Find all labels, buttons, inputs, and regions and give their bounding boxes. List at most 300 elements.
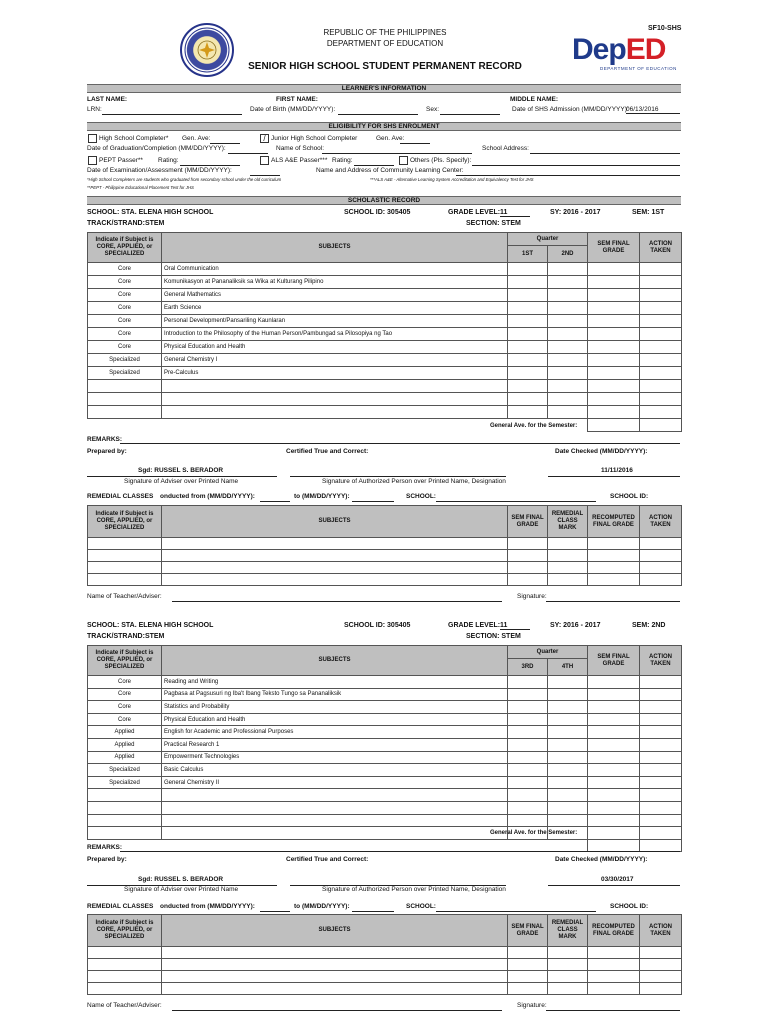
quarter-a-grade-cell[interactable] [508, 393, 548, 406]
sem-final-grade-cell[interactable] [588, 789, 640, 802]
quarter-a-grade-cell[interactable] [508, 738, 548, 751]
rem-indicate-header: Indicate if Subject is CORE, APPLIED, or SPECIALIZED [88, 915, 162, 947]
remedial-cell[interactable] [162, 971, 508, 983]
sem2-rem-school-label: SCHOOL: [406, 903, 436, 910]
sem2-teacher-label: Name of Teacher/Adviser: [87, 1002, 162, 1009]
subject-type: Core [88, 713, 162, 726]
q2-header: 2ND [548, 246, 588, 263]
table-row [88, 328, 682, 341]
rem-recomputed-header: RECOMPUTED FINAL GRADE [588, 915, 640, 947]
remedial-row [88, 574, 682, 586]
sem-final-grade-cell[interactable] [588, 688, 640, 701]
table-row [88, 393, 682, 406]
action-header: ACTION TAKEN [640, 646, 682, 676]
action-taken-cell[interactable] [640, 289, 682, 302]
table-row [88, 406, 682, 419]
pept-checkbox[interactable] [88, 156, 97, 165]
remedial-cell[interactable] [548, 550, 588, 562]
remedial-cell[interactable] [588, 947, 640, 959]
quarter-b-grade-cell[interactable] [548, 276, 588, 289]
remedial-cell[interactable] [640, 947, 682, 959]
action-taken-cell[interactable] [640, 406, 682, 419]
logo-subtitle: DEPARTMENT OF EDUCATION [600, 66, 677, 71]
quarter-b-grade-cell[interactable] [548, 688, 588, 701]
sem1-remedial-label: REMEDIAL CLASSES [87, 493, 154, 500]
action-taken-cell[interactable] [640, 751, 682, 764]
sem1-date-line [548, 476, 680, 477]
jhs-completer-label: Junior High School Completer [271, 135, 358, 142]
dob-label: Date of Birth (MM/DD/YYYY): [250, 106, 336, 113]
table-row [88, 367, 682, 380]
action-taken-cell[interactable] [640, 341, 682, 354]
q3-header: 3RD [508, 659, 548, 676]
quarter-b-grade-cell[interactable] [548, 701, 588, 714]
action-taken-cell[interactable] [640, 276, 682, 289]
action-taken-cell[interactable] [640, 713, 682, 726]
action-taken-cell[interactable] [640, 827, 682, 840]
table-row [88, 276, 682, 289]
quarter-b-grade-cell[interactable] [548, 289, 588, 302]
sem-final-grade-cell[interactable] [588, 738, 640, 751]
sem-final-grade-cell[interactable] [588, 751, 640, 764]
subject-type: Core [88, 676, 162, 689]
remedial-row [88, 983, 682, 995]
others-checkbox[interactable] [399, 156, 408, 165]
sem1-sem: SEM: 1ST [632, 209, 665, 216]
table-row [88, 738, 682, 751]
name-school-field[interactable] [322, 153, 472, 154]
action-taken-cell[interactable] [640, 801, 682, 814]
quarter-a-grade-cell[interactable] [508, 751, 548, 764]
remedial-cell[interactable] [588, 562, 640, 574]
remedial-cell[interactable] [548, 959, 588, 971]
sem2-date-checked: Date Checked (MM/DD/YYYY): [555, 856, 648, 863]
remedial-cell[interactable] [508, 550, 548, 562]
remedial-cell[interactable] [640, 562, 682, 574]
sem2-conducted-field[interactable] [260, 911, 290, 912]
table-row [88, 701, 682, 714]
sem1-adviser-name: Sgd: RUSSEL S. BERADOR [138, 467, 224, 474]
quarter-a-grade-cell[interactable] [508, 776, 548, 789]
sem-final-grade-cell[interactable] [588, 701, 640, 714]
table-row [88, 263, 682, 276]
quarter-b-grade-cell[interactable] [548, 801, 588, 814]
action-taken-cell[interactable] [640, 328, 682, 341]
action-taken-cell[interactable] [640, 380, 682, 393]
quarter-a-grade-cell[interactable] [508, 380, 548, 393]
last-name-label: LAST NAME: [87, 96, 128, 103]
sem2-rem-school-id-label: SCHOOL ID: [610, 903, 649, 910]
remedial-cell[interactable] [548, 971, 588, 983]
als-checkbox[interactable] [260, 156, 269, 165]
gen-ave-spacer [88, 839, 588, 852]
quarter-b-grade-cell[interactable] [548, 263, 588, 276]
sem-final-grade-cell[interactable] [588, 341, 640, 354]
remedial-cell[interactable] [162, 562, 508, 574]
remedial-cell[interactable] [588, 538, 640, 550]
quarter-b-grade-cell[interactable] [548, 302, 588, 315]
sem2-section: SECTION: STEM [466, 633, 521, 640]
quarter-b-grade-cell[interactable] [548, 713, 588, 726]
subject-name: Komunikasyon at Pananaliksik sa Wika at Kulturang Pilipino [162, 276, 508, 289]
deped-logo: DepED [572, 33, 666, 66]
action-taken-cell[interactable] [640, 701, 682, 714]
sem2-grade-level: 11 [500, 622, 530, 630]
school-address-label: School Address: [482, 145, 529, 152]
subject-name: Introduction to the Philosophy of the Human Person/Pambungad sa Pilosopiya ng Tao [162, 328, 508, 341]
gen-ave-value-cell[interactable] [588, 839, 640, 852]
table-row [88, 302, 682, 315]
subject-type: Specialized [88, 354, 162, 367]
subject-type [88, 789, 162, 802]
quarter-b-grade-cell[interactable] [548, 406, 588, 419]
sem1-school: SCHOOL: STA. ELENA HIGH SCHOOL [87, 209, 214, 216]
quarter-a-grade-cell[interactable] [508, 713, 548, 726]
sem-final-grade-cell[interactable] [588, 406, 640, 419]
sem-final-grade-cell[interactable] [588, 801, 640, 814]
quarter-a-grade-cell[interactable] [508, 302, 548, 315]
action-taken-cell[interactable] [640, 315, 682, 328]
subject-name [162, 814, 508, 827]
action-taken-cell[interactable] [640, 764, 682, 777]
remedial-cell[interactable] [548, 562, 588, 574]
quarter-a-grade-cell[interactable] [508, 814, 548, 827]
sem1-conducted-field[interactable] [260, 501, 290, 502]
quarter-a-grade-cell[interactable] [508, 801, 548, 814]
sem1-grade-level: 11 [500, 209, 530, 217]
quarter-a-grade-cell[interactable] [508, 789, 548, 802]
remedial-row [88, 562, 682, 574]
sem1-date-checked: Date Checked (MM/DD/YYYY): [555, 448, 648, 455]
sem-final-grade-cell[interactable] [588, 367, 640, 380]
remedial-cell[interactable] [588, 971, 640, 983]
quarter-a-grade-cell[interactable] [508, 315, 548, 328]
remedial-cell[interactable] [640, 983, 682, 995]
remedial-cell[interactable] [88, 983, 162, 995]
sex-label: Sex: [426, 106, 440, 113]
action-taken-cell[interactable] [640, 263, 682, 276]
quarter-a-grade-cell[interactable] [508, 289, 548, 302]
quarter-b-grade-cell[interactable] [548, 738, 588, 751]
sem2-to-label: to (MM/DD/YYYY): [294, 903, 350, 910]
sem1-signature-field[interactable] [546, 601, 680, 602]
quarter-b-grade-cell[interactable] [548, 814, 588, 827]
sem1-adviser-caption: Signature of Adviser over Printed Name [124, 478, 239, 485]
sem1-rem-school-id-label: SCHOOL ID: [610, 493, 649, 500]
date-grad-field[interactable] [228, 153, 268, 154]
remedial-cell[interactable] [508, 959, 548, 971]
sem-final-grade-cell[interactable] [588, 393, 640, 406]
remedial-cell[interactable] [640, 538, 682, 550]
quarter-a-grade-cell[interactable] [508, 276, 548, 289]
subject-type [88, 380, 162, 393]
sem-final-grade-cell[interactable] [588, 263, 640, 276]
quarter-b-grade-cell[interactable] [548, 341, 588, 354]
remedial-row [88, 959, 682, 971]
sem-final-grade-cell[interactable] [588, 726, 640, 739]
quarter-b-grade-cell[interactable] [548, 676, 588, 689]
quarter-b-grade-cell[interactable] [548, 328, 588, 341]
subject-type: Applied [88, 726, 162, 739]
remedial-cell[interactable] [508, 947, 548, 959]
subject-name [162, 380, 508, 393]
remedial-cell[interactable] [640, 550, 682, 562]
remedial-cell[interactable] [640, 971, 682, 983]
date-exam-label: Date of Examination/Assessment (MM/DD/YYYY): [87, 167, 232, 174]
remedial-cell[interactable] [640, 574, 682, 586]
table-row [88, 380, 682, 393]
date-grad-label: Date of Graduation/Completion (MM/DD/YYYY): [87, 145, 226, 152]
quarter-b-grade-cell[interactable] [548, 367, 588, 380]
others-field[interactable] [472, 165, 680, 166]
subject-name [162, 393, 508, 406]
sem-final-grade-cell[interactable] [588, 302, 640, 315]
remedial-cell[interactable] [162, 959, 508, 971]
rating-field[interactable] [180, 165, 240, 166]
footnote-pept: **PEPT - Philippine Educational Placement Test for JHS [87, 185, 194, 190]
sem1-teacher-field[interactable] [172, 601, 502, 602]
table-row [88, 341, 682, 354]
subject-type: Core [88, 276, 162, 289]
indicate-header: Indicate if Subject is CORE, APPLIED, or SPECIALIZED [88, 233, 162, 263]
sem-final-grade-cell[interactable] [588, 814, 640, 827]
subjects-header: SUBJECTS [162, 233, 508, 263]
remedial-cell[interactable] [162, 983, 508, 995]
admission-date: 06/13/2016 [626, 106, 680, 114]
quarter-b-grade-cell[interactable] [548, 315, 588, 328]
quarter-a-grade-cell[interactable] [508, 676, 548, 689]
remedial-cell[interactable] [588, 574, 640, 586]
remedial-cell[interactable] [588, 959, 640, 971]
sem-final-header: SEM FINAL GRADE [588, 233, 640, 263]
quarter-a-grade-cell[interactable] [508, 701, 548, 714]
sem1-prepared-by: Prepared by: [87, 448, 127, 455]
sem2-certified: Certified True and Correct: [286, 856, 369, 863]
subjects-header: SUBJECTS [162, 646, 508, 676]
action-taken-cell[interactable] [640, 789, 682, 802]
subject-name: Practical Research 1 [162, 738, 508, 751]
remedial-cell[interactable] [88, 959, 162, 971]
quarter-a-grade-cell[interactable] [508, 328, 548, 341]
gen-ave-action-cell[interactable] [640, 839, 682, 852]
dob-field[interactable] [338, 114, 418, 115]
quarter-a-grade-cell[interactable] [508, 764, 548, 777]
table-row [88, 688, 682, 701]
quarter-b-grade-cell[interactable] [548, 789, 588, 802]
hs-completer-checkbox[interactable] [88, 134, 97, 143]
sem2-remedial-table [87, 914, 682, 995]
subject-type [88, 801, 162, 814]
sem1-to-field[interactable] [352, 501, 394, 502]
subject-type: Core [88, 341, 162, 354]
quarter-b-grade-cell[interactable] [548, 354, 588, 367]
remedial-cell[interactable] [548, 947, 588, 959]
sem2-signature-field[interactable] [546, 1010, 680, 1011]
action-taken-cell[interactable] [640, 738, 682, 751]
quarter-b-grade-cell[interactable] [548, 393, 588, 406]
lrn-field[interactable] [102, 114, 242, 115]
remedial-cell[interactable] [162, 550, 508, 562]
footnote-hs: *High School Completers are students who graduated from secondary school under the old curriculum [87, 177, 282, 182]
remedial-cell[interactable] [508, 562, 548, 574]
sem-final-grade-cell[interactable] [588, 289, 640, 302]
table-row [88, 801, 682, 814]
sem1-conducted-label: onducted from (MM/DD/YYYY): [160, 493, 255, 500]
sem2-adviser-caption: Signature of Adviser over Printed Name [124, 886, 239, 893]
sem1-grade-level-label: GRADE LEVEL: [448, 209, 501, 216]
remedial-cell[interactable] [508, 574, 548, 586]
sem2-rem-school-field[interactable] [436, 911, 596, 912]
remedial-cell[interactable] [88, 947, 162, 959]
remedial-cell[interactable] [162, 574, 508, 586]
sem-final-grade-cell[interactable] [588, 328, 640, 341]
deped-seal [180, 23, 234, 77]
page-title: SENIOR HIGH SCHOOL STUDENT PERMANENT RECORD [248, 61, 522, 72]
quarter-a-grade-cell[interactable] [508, 726, 548, 739]
remedial-cell[interactable] [88, 574, 162, 586]
subject-type: Specialized [88, 367, 162, 380]
sem2-sy: SY: 2016 - 2017 [550, 622, 601, 629]
school-address-field[interactable] [530, 153, 680, 154]
q4-header: 4TH [548, 659, 588, 676]
pept-label: PEPT Passer** [99, 157, 143, 164]
remedial-cell[interactable] [548, 538, 588, 550]
sem1-remarks-label: REMARKS: [87, 436, 123, 443]
sem-final-grade-cell[interactable] [588, 276, 640, 289]
table-row [88, 676, 682, 689]
subject-type: Core [88, 263, 162, 276]
action-taken-cell[interactable] [640, 726, 682, 739]
subject-type [88, 406, 162, 419]
gen-ave-action-cell[interactable] [640, 419, 682, 432]
subject-type: Core [88, 302, 162, 315]
remedial-cell[interactable] [508, 971, 548, 983]
name-school-label: Name of School: [276, 145, 325, 152]
quarter-a-grade-cell[interactable] [508, 263, 548, 276]
sem2-teacher-field[interactable] [172, 1010, 502, 1011]
subject-type: Applied [88, 751, 162, 764]
quarter-b-grade-cell[interactable] [548, 726, 588, 739]
remedial-cell[interactable] [588, 550, 640, 562]
jhs-completer-checkbox[interactable]: / [260, 134, 269, 143]
quarter-a-grade-cell[interactable] [508, 341, 548, 354]
remedial-cell[interactable] [588, 983, 640, 995]
quarter-a-grade-cell[interactable] [508, 367, 548, 380]
rating2-field[interactable] [354, 165, 394, 166]
remedial-cell[interactable] [508, 983, 548, 995]
remedial-cell[interactable] [548, 574, 588, 586]
sem-final-grade-cell[interactable] [588, 676, 640, 689]
eligibility-band: ELIGIBILITY FOR SHS ENROLMENT [87, 122, 681, 131]
subject-name: Pagbasa at Pagsusuri ng Iba't Ibang Teksto Tungo sa Pananaliksik [162, 688, 508, 701]
remedial-cell[interactable] [162, 538, 508, 550]
sem2-prepared-by: Prepared by: [87, 856, 127, 863]
sem1-rem-school-field[interactable] [436, 501, 596, 502]
sem1-date-value: 11/11/2016 [601, 467, 633, 474]
action-taken-cell[interactable] [640, 354, 682, 367]
remedial-cell[interactable] [88, 562, 162, 574]
sem-final-grade-cell[interactable] [588, 380, 640, 393]
sem2-auth-caption: Signature of Authorized Person over Printed Name, Designation [322, 886, 506, 893]
action-taken-cell[interactable] [640, 302, 682, 315]
learner-info-band: LEARNER'S INFORMATION [87, 84, 681, 93]
action-taken-cell[interactable] [640, 814, 682, 827]
sem-final-grade-cell[interactable] [588, 776, 640, 789]
subject-name: Oral Communication [162, 263, 508, 276]
sem2-remedial-label: REMEDIAL CLASSES [87, 903, 154, 910]
subject-name [162, 801, 508, 814]
others-label: Others (Pls. Specify): [410, 157, 472, 164]
remedial-cell[interactable] [162, 947, 508, 959]
remedial-cell[interactable] [640, 959, 682, 971]
rem-classmark-header: REMEDIAL CLASS MARK [548, 915, 588, 947]
action-taken-cell[interactable] [640, 688, 682, 701]
sem2-signature-label: Signature: [517, 1002, 547, 1009]
quarter-b-grade-cell[interactable] [548, 764, 588, 777]
subject-type: Core [88, 289, 162, 302]
quarter-a-grade-cell[interactable] [508, 406, 548, 419]
sem-final-grade-cell[interactable] [588, 764, 640, 777]
remedial-cell[interactable] [548, 983, 588, 995]
sem1-signature-label: Signature: [517, 593, 547, 600]
gen-ave2-field[interactable] [400, 143, 430, 144]
sex-field[interactable] [440, 114, 500, 115]
remedial-cell[interactable] [88, 550, 162, 562]
gen-ave-field[interactable] [210, 143, 240, 144]
sem-final-grade-cell[interactable] [588, 315, 640, 328]
action-taken-cell[interactable] [640, 676, 682, 689]
remedial-cell[interactable] [508, 538, 548, 550]
sem1-remedial-table [87, 505, 682, 586]
sem-final-grade-cell[interactable] [588, 354, 640, 367]
quarter-a-grade-cell[interactable] [508, 354, 548, 367]
sem2-to-field[interactable] [352, 911, 394, 912]
gen-ave-value-cell[interactable] [588, 419, 640, 432]
date-exam-field[interactable] [250, 175, 280, 176]
sem2-gen-ave-label: General Ave. for the Semester: [490, 830, 578, 836]
remedial-cell[interactable] [88, 538, 162, 550]
name-clc-label: Name and Address of Community Learning Center: [316, 167, 464, 174]
subject-type [88, 814, 162, 827]
table-row [88, 814, 682, 827]
sem2-conducted-label: onducted from (MM/DD/YYYY): [160, 903, 255, 910]
sem2-adviser-name: Sgd: RUSSEL S. BERADOR [138, 876, 224, 883]
sem1-remarks-field[interactable] [120, 443, 680, 444]
quarter-header: Quarter [508, 233, 588, 246]
quarter-b-grade-cell[interactable] [548, 380, 588, 393]
rating2-label: Rating: [332, 157, 353, 164]
sem2-date-value: 03/30/2017 [601, 876, 634, 883]
quarter-a-grade-cell[interactable] [508, 688, 548, 701]
sem2-sem: SEM: 2ND [632, 622, 666, 629]
rem-recomputed-header: RECOMPUTED FINAL GRADE [588, 506, 640, 538]
name-clc-field[interactable] [456, 175, 680, 176]
quarter-b-grade-cell[interactable] [548, 751, 588, 764]
remedial-cell[interactable] [88, 971, 162, 983]
sem-final-grade-cell[interactable] [588, 827, 640, 840]
action-taken-cell[interactable] [640, 393, 682, 406]
quarter-b-grade-cell[interactable] [548, 776, 588, 789]
table-row [88, 354, 682, 367]
sem-final-grade-cell[interactable] [588, 713, 640, 726]
action-taken-cell[interactable] [640, 776, 682, 789]
sem2-remarks-field[interactable] [120, 851, 680, 852]
subject-name: Empowerment Technologies [162, 751, 508, 764]
indicate-header: Indicate if Subject is CORE, APPLIED, or SPECIALIZED [88, 646, 162, 676]
sem2-remarks-label: REMARKS: [87, 844, 123, 851]
action-taken-cell[interactable] [640, 367, 682, 380]
sem1-sy: SY: 2016 - 2017 [550, 209, 601, 216]
